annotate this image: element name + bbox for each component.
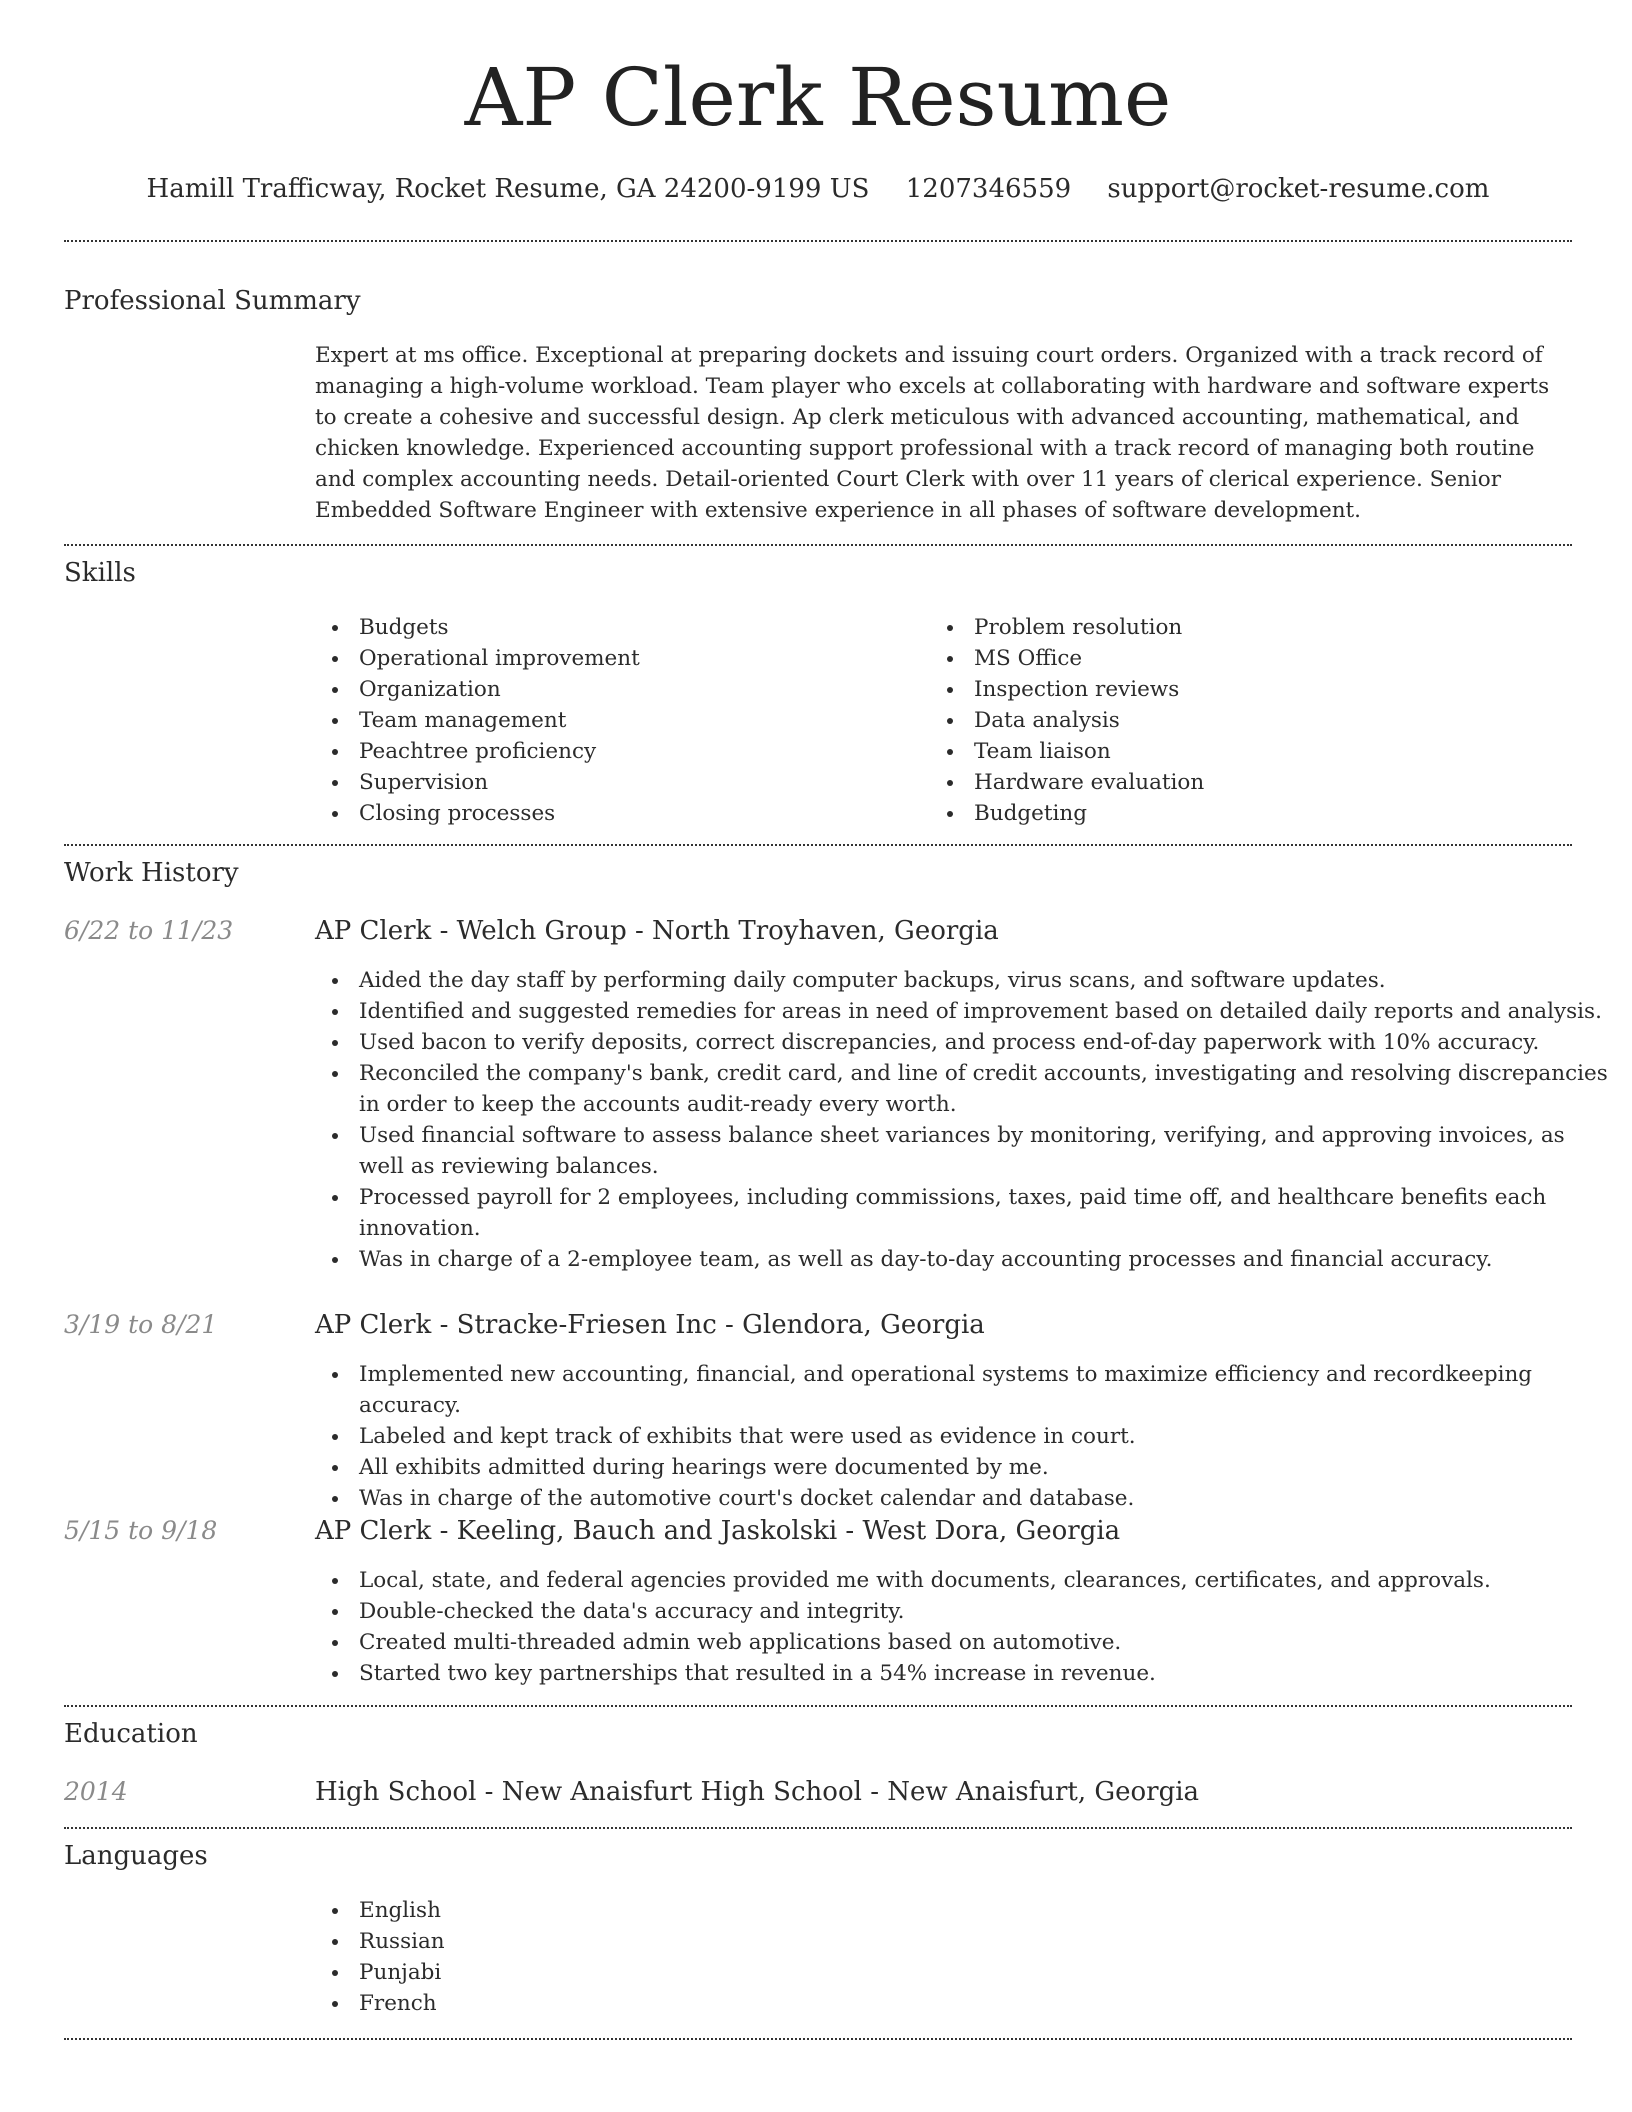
education-entry: High School - New Anaisfurt High School - New Anaisfurt, Georgia: [315, 1777, 1200, 1807]
skill-item: Data analysis: [930, 705, 1530, 736]
job-bullet: Identified and suggested remedies for areas in need of improvement based on detailed daily reports and analysis.: [315, 996, 1615, 1027]
contact-email: support@rocket-resume.com: [1107, 174, 1490, 204]
contact-address: Hamill Trafficway, Rocket Resume, GA 24200-9199 US: [146, 174, 870, 204]
job-title: AP Clerk - Welch Group - North Troyhaven, Georgia: [315, 916, 999, 946]
divider: [64, 844, 1572, 846]
skill-item: Hardware evaluation: [930, 767, 1530, 798]
job-bullet: Processed payroll for 2 employees, including commissions, taxes, paid time off, and healthcare benefits each innovation.: [315, 1182, 1615, 1244]
job-bullets: [315, 1565, 1615, 1689]
skill-item: MS Office: [930, 643, 1530, 674]
skill-item: Operational improvement: [315, 643, 915, 674]
job-bullet: Double-checked the data's accuracy and integrity.: [315, 1596, 1615, 1627]
work-heading: Work History: [64, 858, 239, 888]
skill-item: Closing processes: [315, 798, 915, 829]
divider: [64, 2038, 1572, 2040]
job-bullet: Aided the day staff by performing daily computer backups, virus scans, and software updates.: [315, 965, 1615, 996]
skill-item: Supervision: [315, 767, 915, 798]
languages-heading: Languages: [64, 1841, 208, 1871]
skill-item: Team liaison: [930, 736, 1530, 767]
summary-text: Expert at ms office. Exceptional at preparing dockets and issuing court orders. Organized with a track record of managing a high-volume workload. Team player who excels at collaborating with hardware and software experts to create a cohesive and successful design. Ap clerk meticulous with advanced accounting, mathematical, and chicken knowledge. Experienced accounting support professional with a track record of managing both routine and complex accounting needs. Detail-oriented Court Clerk with over 11 years of clerical experience. Senior Embedded Software Engineer with extensive experience in all phases of software development.: [315, 343, 1550, 523]
skill-item: Peachtree proficiency: [315, 736, 915, 767]
job-bullet: All exhibits admitted during hearings were documented by me.: [315, 1452, 1615, 1483]
divider: [64, 1705, 1572, 1707]
job-bullet: Used financial software to assess balance sheet variances by monitoring, verifying, and approving invoices, as well as reviewing balances.: [315, 1120, 1615, 1182]
contact-line: [64, 171, 1572, 207]
job-bullet: Was in charge of a 2-employee team, as well as day-to-day accounting processes and financial accuracy.: [315, 1244, 1615, 1275]
summary-heading: Professional Summary: [64, 286, 361, 316]
divider: [64, 240, 1572, 242]
job-dates: 3/19 to 8/21: [64, 1310, 218, 1339]
job-bullets: [315, 965, 1615, 1275]
contact-phone: 1207346559: [905, 174, 1072, 204]
job-title: AP Clerk - Keeling, Bauch and Jaskolski - West Dora, Georgia: [315, 1516, 1121, 1546]
divider: [64, 544, 1572, 546]
job-bullet: Started two key partnerships that resulted in a 54% increase in revenue.: [315, 1658, 1615, 1689]
skills-list-right: [930, 612, 1530, 829]
job-title: AP Clerk - Stracke-Friesen Inc - Glendora, Georgia: [315, 1310, 985, 1340]
skill-item: Team management: [315, 705, 915, 736]
language-item: French: [315, 1988, 915, 2019]
resume-title: AP Clerk Resume: [464, 51, 1172, 144]
job-bullet: Was in charge of the automotive court's docket calendar and database.: [315, 1483, 1615, 1514]
job-bullet: Labeled and kept track of exhibits that were used as evidence in court.: [315, 1421, 1615, 1452]
job-bullet: Implemented new accounting, financial, and operational systems to maximize efficiency and recordkeeping accuracy.: [315, 1359, 1615, 1421]
job-bullet: Local, state, and federal agencies provided me with documents, clearances, certificates, and approvals.: [315, 1565, 1615, 1596]
job-bullet: Used bacon to verify deposits, correct discrepancies, and process end-of-day paperwork with 10% accuracy.: [315, 1027, 1615, 1058]
job-dates: 5/15 to 9/18: [64, 1516, 218, 1545]
skills-list-left: [315, 612, 915, 829]
languages-list: [315, 1895, 915, 2019]
skill-item: Budgeting: [930, 798, 1530, 829]
skill-item: Organization: [315, 674, 915, 705]
language-item: Punjabi: [315, 1957, 915, 1988]
education-heading: Education: [64, 1719, 198, 1749]
skill-item: Problem resolution: [930, 612, 1530, 643]
skills-heading: Skills: [64, 558, 136, 588]
divider: [64, 1827, 1572, 1829]
job-bullet: Reconciled the company's bank, credit card, and line of credit accounts, investigating and resolving discrepancies in order to keep the accounts audit-ready every worth.: [315, 1058, 1615, 1120]
language-item: English: [315, 1895, 915, 1926]
skill-item: Budgets: [315, 612, 915, 643]
job-bullets: [315, 1359, 1615, 1514]
job-dates: 6/22 to 11/23: [64, 916, 234, 945]
job-bullet: Created multi-threaded admin web applications based on automotive.: [315, 1627, 1615, 1658]
skill-item: Inspection reviews: [930, 674, 1530, 705]
language-item: Russian: [315, 1926, 915, 1957]
education-year: 2014: [64, 1777, 128, 1806]
